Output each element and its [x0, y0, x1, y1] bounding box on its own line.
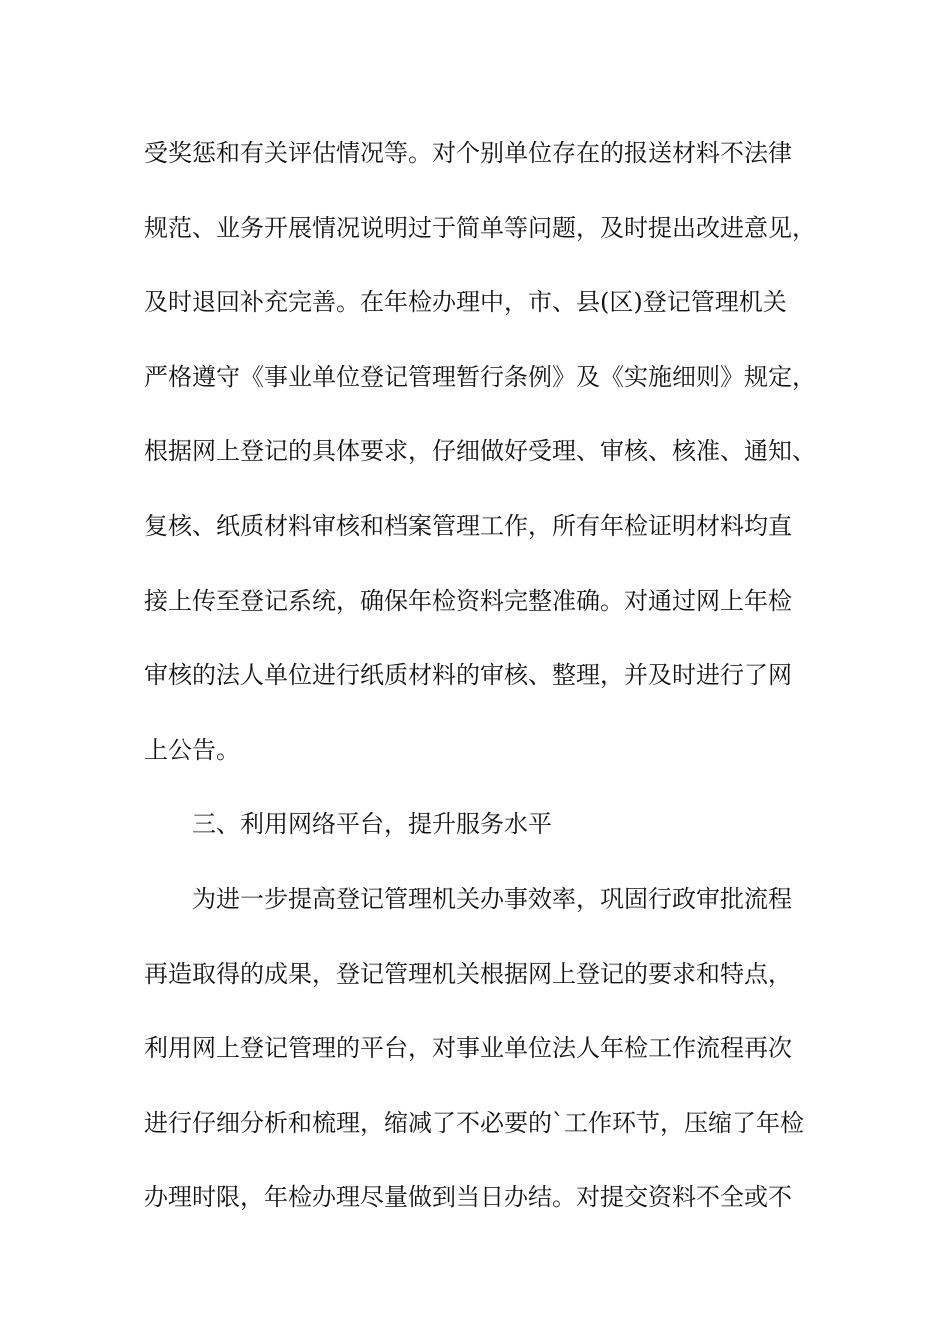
text-line: 复核、纸质材料审核和档案管理工作，所有年检证明材料均直: [144, 511, 792, 540]
body-text: [144, 127, 824, 1246]
text-line: 上公告。: [144, 735, 240, 764]
text-line: 严格遵守《事业单位登记管理暂行条例》及《实施细则》规定，: [144, 362, 816, 391]
text-line: 为进一步提高登记管理机关办事效率，巩固行政审批流程: [192, 884, 792, 913]
text-line: 利用网上登记管理的平台，对事业单位法人年检工作流程再次: [144, 1034, 792, 1063]
text-line: 及时退回补充完善。在年检办理中，市、县(区)登记管理机关: [144, 288, 787, 317]
text-line: 办理时限，年检办理尽量做到当日办结。对提交资料不全或不: [144, 1183, 792, 1212]
text-line: 受奖惩和有关评估情况等。对个别单位存在的报送材料不法律: [144, 139, 792, 167]
text-line: 规范、业务开展情况说明过于简单等问题，及时提出改进意见，: [144, 213, 816, 242]
text-line: 接上传至登记系统，确保年检资料完整准确。对通过网上年检: [144, 586, 792, 615]
text-line: 根据网上登记的具体要求，仔细做好受理、审核、核准、通知、: [144, 437, 816, 466]
text-line: 再造取得的成果，登记管理机关根据网上登记的要求和特点，: [144, 959, 792, 988]
text-line: 审核的法人单位进行纸质材料的审核、整理，并及时进行了网: [144, 661, 792, 690]
text-line: 进行仔细分析和梳理，缩减了不必要的`工作环节，压缩了年检: [144, 1108, 804, 1137]
section-heading: 三、利用网络平台，提升服务水平: [192, 810, 552, 839]
